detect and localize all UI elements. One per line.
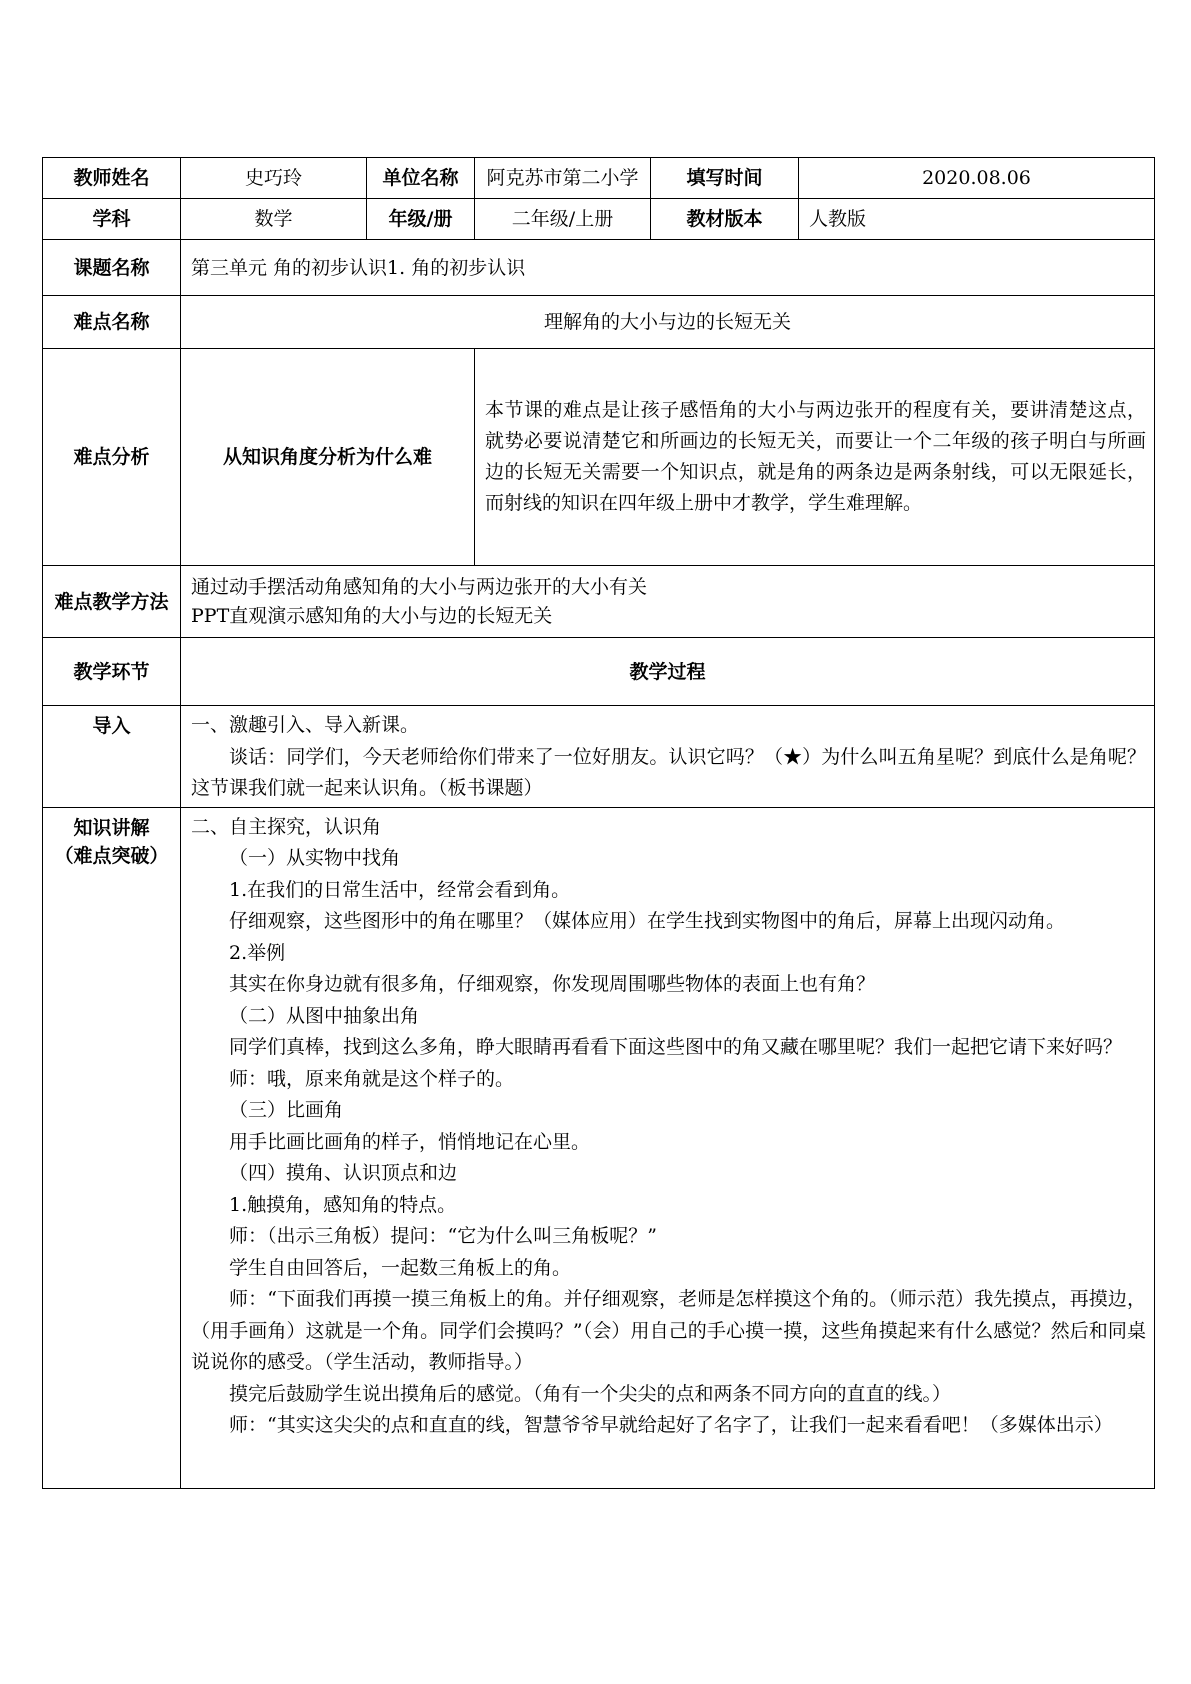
lecture-paragraph: 学生自由回答后，一起数三角板上的角。	[229, 1256, 572, 1279]
lecture-content	[181, 807, 1155, 1488]
intro-paragraph: 谈话：同学们，今天老师给你们带来了一位好朋友。认识它吗？（★）为什么叫五角星呢？到底什么是角呢？这节课我们就一起来认识角。（板书课题）	[191, 745, 1146, 799]
date-label: 填写时间	[651, 158, 799, 199]
lecture-paragraph: （一）从实物中找角	[229, 847, 401, 869]
lecture-paragraph: （四）摸角、认识顶点和边	[229, 1162, 458, 1184]
lecture-paragraph: 摸完后鼓励学生说出摸角后的感觉。（角有一个尖尖的点和两条不同方向的直直的线。）	[229, 1382, 952, 1405]
lecture-paragraph: 师：“下面我们再摸一摸三角板上的角。并仔细观察，老师是怎样摸这个角的。（师示范）我先摸点，再摸边，（用手画角）这就是一个角。同学们会摸吗？”（会）用自己的手心摸一摸，这些角摸起来有什么感觉？然后和同桌说说你的感受。（学生活动，教师指导。）	[191, 1288, 1146, 1373]
teacher-label: 教师姓名	[43, 158, 181, 199]
teaching-process-table	[42, 565, 1155, 1489]
lecture-paragraph: 二、自主探究，认识角	[191, 815, 382, 838]
lecture-paragraph: 师：哦，原来角就是这个样子的。	[229, 1067, 515, 1090]
topic-row	[43, 240, 1155, 296]
intro-label: 导入	[43, 706, 181, 808]
subject-value: 数学	[181, 199, 367, 240]
grade-label: 年级/册	[367, 199, 475, 240]
method-value	[181, 566, 1155, 638]
method-label: 难点教学方法	[43, 566, 181, 638]
unit-label: 单位名称	[367, 158, 475, 199]
difficulty-label: 难点名称	[43, 296, 181, 349]
header-row-2	[43, 199, 1155, 240]
analysis-label: 难点分析	[43, 349, 181, 566]
process-header-value: 教学过程	[181, 638, 1155, 706]
lecture-label-line-1: 知识讲解	[73, 816, 150, 839]
lecture-paragraph: 其实在你身边就有很多角，仔细观察，你发现周围哪些物体的表面上也有角？	[229, 973, 876, 995]
method-line-1: 通过动手摆活动角感知角的大小与两边张开的大小有关	[191, 575, 648, 598]
lecture-label-line-2: （难点突破）	[54, 844, 169, 867]
lecture-paragraph: 2.举例	[229, 941, 286, 964]
edition-label: 教材版本	[651, 199, 799, 240]
method-line-2: PPT直观演示感知角的大小与边的长短无关	[191, 604, 553, 627]
lecture-paragraph: 师：（出示三角板）提问：“它为什么叫三角板呢？”	[229, 1225, 657, 1247]
unit-name: 阿克苏市第二小学	[475, 158, 651, 199]
lecture-paragraph: 用手比画比画角的样子，悄悄地记在心里。	[229, 1130, 591, 1153]
lecture-paragraph: （二）从图中抽象出角	[229, 1004, 420, 1027]
lecture-row	[43, 807, 1155, 1488]
grade-value: 二年级/上册	[475, 199, 651, 240]
difficulty-value: 理解角的大小与边的长短无关	[181, 296, 1155, 349]
intro-content	[181, 706, 1155, 808]
analysis-text: 本节课的难点是让孩子感悟角的大小与两边张开的程度有关，要讲清楚这点，就势必要说清楚它和所画边的长短无关，而要让一个二年级的孩子明白与所画边的长短无关需要一个知识点，就是角的两条边是两条射线，可以无限延长，而射线的知识在四年级上册中才教学，学生难理解。	[475, 349, 1155, 566]
subject-label: 学科	[43, 199, 181, 240]
analysis-sub-label: 从知识角度分析为什么难	[181, 349, 475, 566]
method-row	[43, 566, 1155, 638]
teacher-name: 史巧玲	[181, 158, 367, 199]
edition-value: 人教版	[799, 199, 1155, 240]
lecture-label	[43, 807, 181, 1488]
lecture-paragraph: 1.在我们的日常生活中，经常会看到角。	[229, 878, 571, 901]
lecture-paragraph: 1.触摸角，感知角的特点。	[229, 1193, 457, 1216]
lesson-info-table	[42, 157, 1155, 566]
lecture-paragraph: 同学们真棒，找到这么多角，睁大眼睛再看看下面这些图中的角又藏在哪里呢？我们一起把它请下来好吗？	[229, 1036, 1123, 1058]
topic-label: 课题名称	[43, 240, 181, 296]
intro-row	[43, 706, 1155, 808]
lecture-paragraph: （三）比画角	[229, 1099, 344, 1121]
topic-value: 第三单元 角的初步认识1. 角的初步认识	[181, 240, 1155, 296]
difficulty-row	[43, 296, 1155, 349]
intro-paragraph: 一、激趣引入、导入新课。	[191, 714, 420, 736]
process-header-label: 教学环节	[43, 638, 181, 706]
date-value: 2020.08.06	[799, 158, 1155, 199]
lecture-paragraph: 师：“其实这尖尖的点和直直的线，智慧爷爷早就给起好了名字了，让我们一起来看看吧！（多媒体出示）	[229, 1414, 1113, 1436]
header-row-1	[43, 158, 1155, 199]
lecture-paragraph: 仔细观察，这些图形中的角在哪里？（媒体应用）在学生找到实物图中的角后，屏幕上出现闪动角。	[229, 910, 1066, 932]
analysis-row	[43, 349, 1155, 566]
process-header-row	[43, 638, 1155, 706]
